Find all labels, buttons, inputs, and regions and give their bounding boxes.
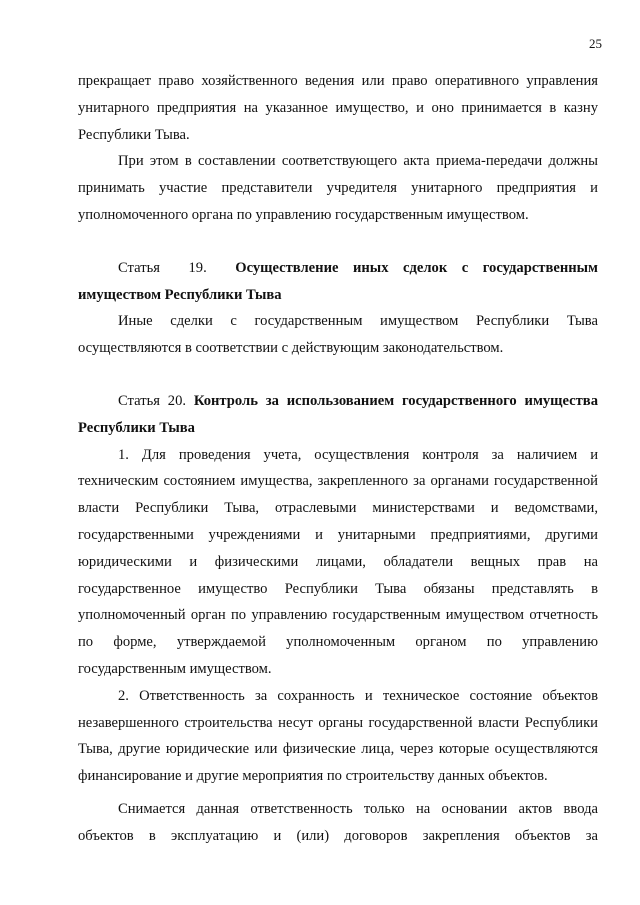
article-20-item-2: 2. Ответственность за сохранность и техническое состояние объектов незавершенного строительства несут органы государственной власти Республики Тыва, другие юридические или физические лица, через которые осуществляются финансирование и другие мероприятия по строительству данных объектов.: [78, 687, 598, 785]
document-body: [78, 68, 598, 850]
article-20-title: Контроль за использованием государственного имущества Республики Тыва: [78, 392, 598, 436]
article-20-prefix: Статья 20.: [118, 392, 187, 409]
article-20-item-1: 1. Для проведения учета, осуществления контроля за наличием и техническим состоянием имущества, закрепленного за органами государственной власти Республики Тыва, отраслевыми министерствами и ведомствами, государственными учреждениями и унитарными предприятиями, другими юридическими и физическими лицами, обладатели вещных прав на государственное имущество Республики Тыва обязаны представлять в уполномоченный орган по управлению государственным имуществом отчетность по форме, утверждаемой уполномоченным органом по управлению государственным имуществом.: [78, 446, 598, 677]
article-20-heading: [78, 388, 598, 442]
article-20-item-3: Снимается данная ответственность только на основании актов ввода объектов в эксплуатацию и (или) договоров закрепления объектов за: [78, 800, 598, 844]
article-19-title: Осуществление иных сделок с государственным имуществом Республики Тыва: [78, 259, 598, 303]
article-19-prefix: Статья 19.: [118, 259, 207, 276]
paragraph-continuation: прекращает право хозяйственного ведения или право оперативного управления унитарного предприятия на указанное имущество, и оно принимается в казну Республики Тыва.: [78, 73, 598, 143]
paragraph-acceptance-act: При этом в составлении соответствующего акта приема-передачи должны принимать участие представители учредителя унитарного предприятия и уполномоченного органа по управлению государственным имуществом.: [78, 153, 598, 223]
page-number: 25: [589, 36, 602, 51]
article-19-text: Иные сделки с государственным имуществом Республики Тыва осуществляются в соответствии с действующим законодательством.: [78, 313, 598, 357]
article-19-heading: [78, 255, 598, 309]
